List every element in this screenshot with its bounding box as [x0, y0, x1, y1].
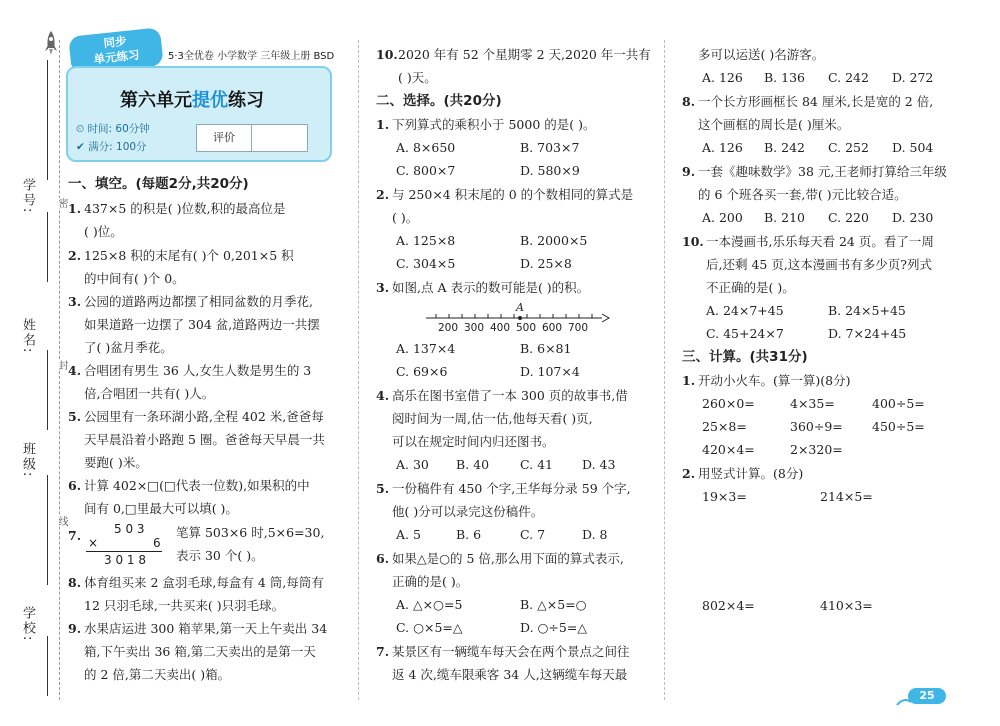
- c8-option-a: A. 126: [702, 140, 743, 155]
- q3-number: 3.: [68, 294, 82, 309]
- c7-stem-1: 某景区有一辆缆车每天会在两个景点之间往: [392, 644, 630, 659]
- q7-line-1: 笔算 503×6 时,5×6=30,: [176, 525, 325, 540]
- c3-option-d: D. 107×4: [520, 364, 580, 379]
- q5-line-3: 要跑( )米。: [84, 455, 148, 470]
- c5-option-d: D. 8: [582, 527, 608, 542]
- q10-line-2: ( )天。: [398, 70, 437, 85]
- c6-option-d: D. ○÷5=△: [520, 620, 587, 635]
- nl-tick-500: 500: [516, 322, 537, 334]
- seal-xian: 线: [56, 516, 67, 526]
- q1-line-1: 437×5 的积是( )位数,积的最高位是: [84, 201, 286, 216]
- k1-item-2: 4×35=: [790, 396, 835, 411]
- score-text: 满分: 100分: [88, 141, 147, 153]
- c6-option-c: C. ○×5=△: [396, 620, 463, 635]
- c10-option-d: D. 7×24+45: [828, 326, 907, 341]
- seal-feng: 封: [56, 360, 67, 370]
- c8-number: 8.: [682, 94, 696, 109]
- c6-number: 6.: [376, 551, 390, 566]
- c5-stem-1: 一份稿件有 450 个字,王华每分录 59 个字,: [392, 481, 631, 496]
- c9-number: 9.: [682, 164, 696, 179]
- c3-number: 3.: [376, 280, 390, 295]
- c4-number: 4.: [376, 388, 390, 403]
- check-icon: ✔: [76, 141, 89, 153]
- series-label: 5·3全优卷 小学数学 三年级上册 BSD: [168, 51, 335, 62]
- c7-number: 7.: [376, 644, 390, 659]
- title-highlight: 提优: [192, 90, 228, 111]
- nl-tick-600: 600: [542, 322, 563, 334]
- c6-stem-2: 正确的是( )。: [392, 574, 469, 589]
- c3-option-a: A. 137×4: [396, 341, 456, 356]
- c10-option-a: A. 24×7+45: [706, 303, 784, 318]
- q6-number: 6.: [68, 478, 82, 493]
- c3-stem: 如图,点 A 表示的数可能是( )的积。: [392, 280, 590, 295]
- c1-option-c: C. 800×7: [396, 163, 456, 178]
- badge-line-2: 单元练习: [93, 47, 141, 67]
- c7-stem-2: 返 4 次,缆车限乘客 34 人,这辆缆车每天最: [392, 667, 628, 682]
- c1-option-a: A. 8×650: [396, 140, 456, 155]
- c2-stem-1: 与 250×4 积末尾的 0 的个数相同的算式是: [392, 187, 634, 202]
- c1-option-d: D. 580×9: [520, 163, 580, 178]
- c1-number: 1.: [376, 117, 390, 132]
- c2-option-c: C. 304×5: [396, 256, 456, 271]
- name-label: 姓名:: [20, 318, 35, 355]
- c8-option-c: C. 252: [828, 140, 869, 155]
- c9-stem-1: 一套《趣味数学》38 元,王老师打算给三年级: [698, 164, 947, 179]
- c4-stem-3: 可以在规定时间内归还图书。: [392, 434, 555, 449]
- vm-times: ×: [88, 536, 99, 550]
- vm-row-2: 6: [153, 536, 161, 550]
- q4-line-1: 合唱团有男生 36 人,女生人数是男生的 3: [84, 363, 312, 378]
- seal-mi: 密: [56, 198, 67, 208]
- q9-line-2: 箱,下午卖出 36 箱,第二天卖出的是第一天: [84, 644, 316, 659]
- badge-line-1: 同步: [102, 33, 128, 51]
- rocket-icon: [44, 30, 58, 60]
- q4-line-2: 倍,合唱团一共有( )人。: [84, 386, 215, 401]
- c6-option-b: B. △×5=○: [520, 597, 587, 612]
- q7-number: 7.: [68, 528, 82, 543]
- c4-option-c: C. 41: [520, 457, 553, 472]
- k2-item-4: 410×3=: [820, 598, 873, 613]
- time-text: 时间: 60分钟: [87, 123, 150, 135]
- evaluation-box[interactable]: [196, 124, 308, 152]
- q6-line-1: 计算 402×□(□代表一位数),如果积的中: [84, 478, 310, 493]
- c4-stem-2: 阅时间为一周,估一估,他每天看( )页,: [392, 411, 593, 426]
- q8-number: 8.: [68, 575, 82, 590]
- c1-option-b: B. 703×7: [520, 140, 580, 155]
- title-part-1: 第六单元: [120, 90, 192, 111]
- k1-item-7: 420×4=: [702, 442, 755, 457]
- k1-title: 开动小火车。(算一算)(8分): [698, 373, 851, 388]
- q9-line-3: 的 2 倍,第二天卖出( )箱。: [84, 667, 231, 682]
- c4-stem-1: 高乐在图书室借了一本 300 页的故事书,借: [392, 388, 628, 403]
- c7-option-c: C. 242: [828, 70, 869, 85]
- c10-stem-3: 不正确的是( )。: [706, 280, 795, 295]
- q3-line-1: 公园的道路两边都摆了相同盆数的月季花,: [84, 294, 313, 309]
- q2-number: 2.: [68, 248, 82, 263]
- nl-tick-300: 300: [464, 322, 485, 334]
- c8-option-d: D. 504: [892, 140, 934, 155]
- column-divider-1: [358, 40, 359, 700]
- c8-stem-1: 一个长方形画框长 84 厘米,长是宽的 2 倍,: [698, 94, 934, 109]
- q3-line-3: 了( )盆月季花。: [84, 340, 173, 355]
- q4-number: 4.: [68, 363, 82, 378]
- point-a-label: A: [516, 301, 524, 314]
- c9-option-c: C. 220: [828, 210, 869, 225]
- q9-number: 9.: [68, 621, 82, 636]
- c4-option-a: A. 30: [396, 457, 429, 472]
- c6-stem-1: 如果△是○的 5 倍,那么用下面的算式表示,: [392, 551, 624, 566]
- c10-stem-2: 后,还剩 45 页,这本漫画书有多少页?列式: [706, 257, 933, 272]
- c1-stem: 下列算式的乘积小于 5000 的是( )。: [392, 117, 596, 132]
- k1-item-6: 450÷5=: [872, 419, 925, 434]
- nl-tick-400: 400: [490, 322, 511, 334]
- q9-line-1: 水果店运进 300 箱苹果,第一天上午卖出 34: [84, 621, 328, 636]
- c10-number: 10.: [682, 234, 704, 249]
- c2-number: 2.: [376, 187, 390, 202]
- section-calculation: 三、计算。(共31分): [682, 349, 808, 365]
- q10-number: 10.: [376, 47, 398, 62]
- c5-option-b: B. 6: [456, 527, 482, 542]
- c5-number: 5.: [376, 481, 390, 496]
- evaluation-label: 评价: [197, 125, 252, 151]
- c2-option-a: A. 125×8: [396, 233, 456, 248]
- c3-option-c: C. 69×6: [396, 364, 448, 379]
- c7-option-b: B. 136: [764, 70, 805, 85]
- c6-option-a: A. △×○=5: [396, 597, 463, 612]
- q5-number: 5.: [68, 409, 82, 424]
- page-title: [120, 86, 264, 112]
- page-number: 25: [908, 688, 946, 704]
- q2-line-1: 125×8 积的末尾有( )个 0,201×5 积: [84, 248, 294, 263]
- c10-option-c: C. 45+24×7: [706, 326, 784, 341]
- score-info: [76, 139, 147, 154]
- k2-title: 用竖式计算。(8分): [698, 466, 804, 481]
- c7-option-a: A. 126: [702, 70, 743, 85]
- c9-option-b: B. 210: [764, 210, 805, 225]
- class-label: 班级:: [20, 442, 35, 479]
- school-label: 学校:: [20, 606, 35, 643]
- c4-option-d: D. 43: [582, 457, 616, 472]
- c4-option-b: B. 40: [456, 457, 490, 472]
- k2-item-3: 802×4=: [702, 598, 755, 613]
- c7-stem-3: 多可以运送( )名游客。: [698, 47, 825, 62]
- k2-item-1: 19×3=: [702, 489, 747, 504]
- k1-item-4: 25×8=: [702, 419, 747, 434]
- c9-option-a: A. 200: [702, 210, 743, 225]
- q8-line-1: 体育组买来 2 盒羽毛球,每盒有 4 筒,每筒有: [84, 575, 324, 590]
- c10-option-b: B. 24×5+45: [828, 303, 906, 318]
- c5-stem-2: 他( )分可以录完这份稿件。: [392, 504, 544, 519]
- q7-line-2: 表示 30 个( )。: [176, 548, 264, 563]
- q10-line-1: 2020 年有 52 个星期零 2 天,2020 年一共有: [398, 47, 651, 62]
- q1-number: 1.: [68, 201, 82, 216]
- q1-line-2: ( )位。: [84, 224, 123, 239]
- k1-item-3: 400÷5=: [872, 396, 925, 411]
- c3-option-b: B. 6×81: [520, 341, 572, 356]
- k2-item-2: 214×5=: [820, 489, 873, 504]
- k2-number: 2.: [682, 466, 696, 481]
- student-id-label: 学号:: [20, 178, 35, 215]
- c8-option-b: B. 242: [764, 140, 805, 155]
- k1-item-5: 360÷9=: [790, 419, 843, 434]
- nl-tick-700: 700: [568, 322, 589, 334]
- title-part-2: 练习: [228, 90, 264, 111]
- clock-icon: ⏲: [76, 123, 88, 135]
- nl-tick-200: 200: [438, 322, 459, 334]
- q6-line-2: 间有 0,□里最大可以填( )。: [84, 501, 238, 516]
- c10-stem-1: 一本漫画书,乐乐每天看 24 页。看了一周: [706, 234, 934, 249]
- q5-line-2: 天早晨沿着小路跑 5 圈。爸爸每天早晨一共: [84, 432, 325, 447]
- c7-option-d: D. 272: [892, 70, 934, 85]
- q3-line-2: 如果道路一边摆了 304 盆,道路两边一共摆: [84, 317, 320, 332]
- section-choice: 二、选择。(共20分): [376, 93, 502, 109]
- section-fill-blank: 一、填空。(每题2分,共20分): [68, 176, 249, 192]
- q8-line-2: 12 只羽毛球,一共买来( )只羽毛球。: [84, 598, 285, 613]
- k1-item-8: 2×320=: [790, 442, 843, 457]
- c9-stem-2: 的 6 个班各买一套,带( )元比较合适。: [698, 187, 907, 202]
- c5-option-a: A. 5: [396, 527, 421, 542]
- column-divider-2: [664, 40, 665, 700]
- c2-stem-2: ( )。: [392, 210, 419, 225]
- k1-item-1: 260×0=: [702, 396, 755, 411]
- c9-option-d: D. 230: [892, 210, 934, 225]
- c8-stem-2: 这个画框的周长是( )厘米。: [698, 117, 850, 132]
- q2-line-2: 的中间有( )个 0。: [84, 271, 185, 286]
- vm-row-1: 5 0 3: [114, 522, 145, 536]
- time-info: [76, 121, 150, 136]
- c2-option-b: B. 2000×5: [520, 233, 588, 248]
- k1-number: 1.: [682, 373, 696, 388]
- vm-row-3: 3 0 1 8: [104, 553, 146, 567]
- c5-option-c: C. 7: [520, 527, 546, 542]
- q5-line-1: 公园里有一条环湖小路,全程 402 米,爸爸每: [84, 409, 324, 424]
- c2-option-d: D. 25×8: [520, 256, 572, 271]
